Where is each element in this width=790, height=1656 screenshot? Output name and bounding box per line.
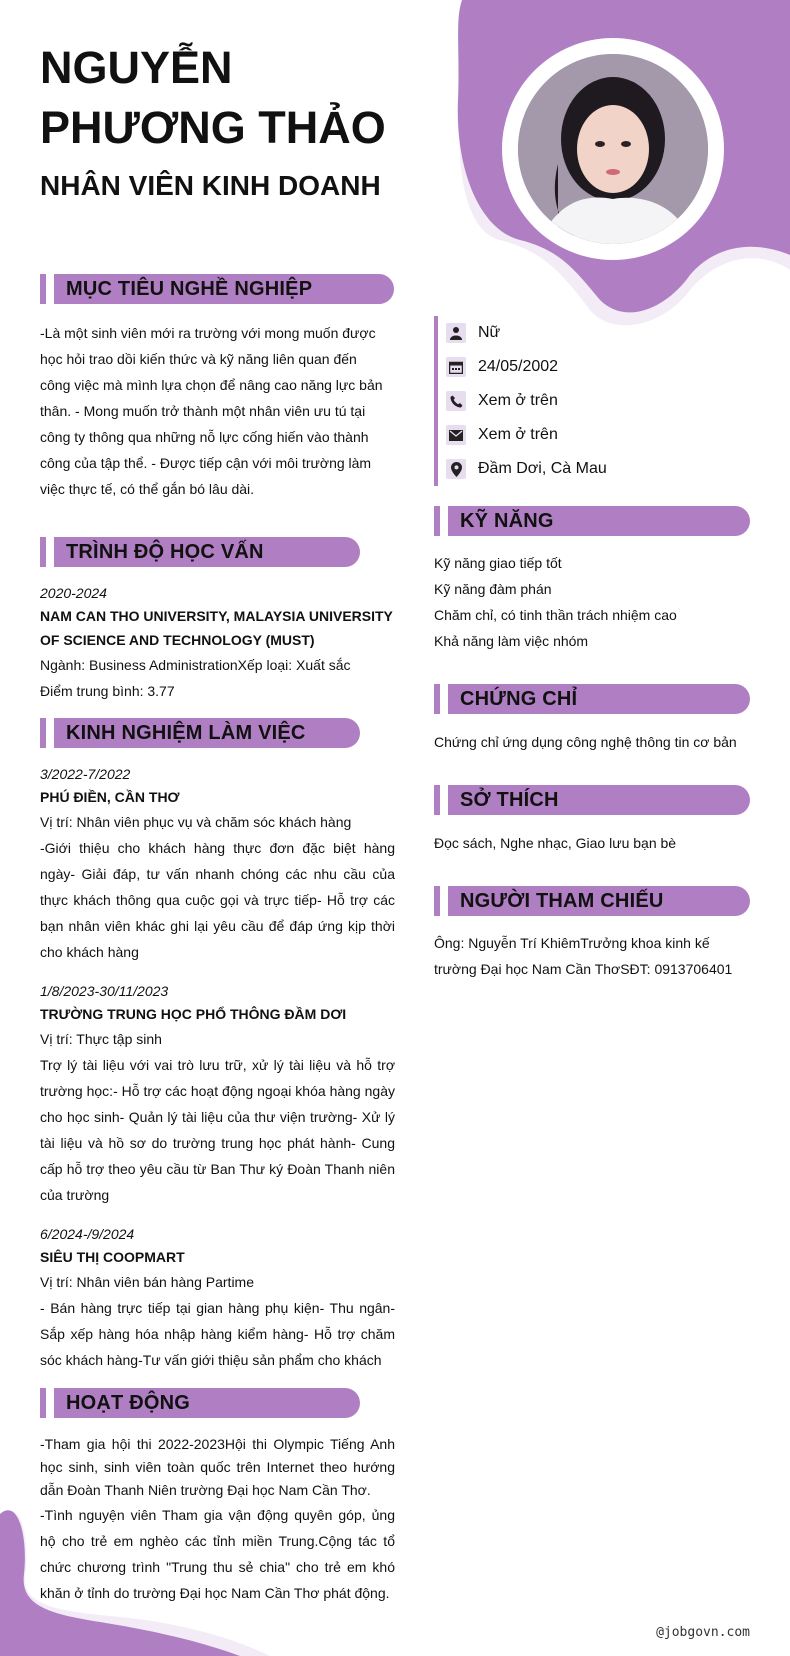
education-gpa: Điểm trung bình: 3.77 — [40, 683, 175, 699]
skills-list — [434, 550, 754, 654]
experience-date: 1/8/2023-30/11/2023 — [40, 983, 169, 999]
candidate-name — [40, 38, 460, 158]
dob-value: 24/05/2002 — [478, 358, 559, 375]
address-value: Đầm Dơi, Cà Mau — [478, 460, 607, 477]
section-title: TRÌNH ĐỘ HỌC VẤN — [66, 540, 264, 563]
section-title: MỤC TIÊU NGHỀ NGHIỆP — [66, 277, 313, 300]
experience-org: TRƯỜNG TRUNG HỌC PHỔ THÔNG ĐẦM DƠI — [40, 1006, 347, 1022]
section-title: KINH NGHIỆM LÀM VIỆC — [66, 721, 306, 744]
section-title: NGƯỜI THAM CHIẾU — [460, 889, 664, 912]
education-date: 2020-2024 — [40, 585, 107, 601]
experience-desc: Trợ lý tài liệu với vai trò lưu trữ, xử lý tài liệu và hỗ trợ trường học:- Hỗ trợ các hoạt động ngoại khóa hàng ngày cho học sinh- Quản lý tài liệu của thư viện trường- Xử lý tài liệu và hồ sơ do trường trung học phát hành- Cung cấp hỗ trợ theo yêu cầu từ Ban Thư ký Đoàn Thanh niên của trường — [40, 1057, 395, 1203]
contact-info — [434, 316, 754, 486]
skill-item: Kỹ năng đàm phán — [434, 581, 552, 597]
name-line-1: NGUYỄN — [40, 42, 233, 93]
experience-desc: -Giới thiệu cho khách hàng thực đơn đặc biệt hàng ngày- Giải đáp, tư vấn nhanh chóng các nhu cầu của thực khách thông qua cuộc gọi và trực tiếp- Hỗ trợ các bạn nhân viên khác ghi lại yêu cầu để đáp ứng kịp thời cho khách hàng — [40, 840, 395, 960]
section-title: CHỨNG CHỈ — [460, 687, 578, 710]
activity-paragraph: -Tình nguyện viên Tham gia vận động quyên góp, ủng hộ cho trẻ em nghèo các tỉnh miền Trung.Cộng tác tổ chức chương trình "Trung thu sẻ chia" cho trẻ em khó khăn ở tỉnh do trường Đại học Nam Cần Thơ phát động. — [40, 1507, 395, 1601]
section-header-education — [40, 537, 360, 567]
name-line-2: PHƯƠNG THẢO — [40, 102, 386, 153]
phone-icon — [446, 391, 466, 411]
watermark: @jobgovn.com — [656, 1625, 750, 1640]
contact-gender — [438, 316, 754, 350]
location-icon — [446, 459, 466, 479]
experience-item — [40, 980, 395, 1208]
section-title: SỞ THÍCH — [460, 788, 559, 811]
calendar-icon — [446, 357, 466, 377]
section-header-activities — [40, 1388, 360, 1418]
gender-value: Nữ — [478, 324, 501, 341]
experience-position: Vị trí: Thực tập sinh — [40, 1031, 162, 1047]
email-value: Xem ở trên — [478, 426, 558, 443]
skill-item: Kỹ năng giao tiếp tốt — [434, 555, 562, 571]
contact-phone — [438, 384, 754, 418]
experience-date: 6/2024-/9/2024 — [40, 1226, 135, 1242]
profile-photo — [518, 54, 708, 244]
section-header-experience — [40, 718, 360, 748]
experience-desc: - Bán hàng trực tiếp tại gian hàng phụ kiện- Thu ngân- Sắp xếp hàng hóa nhập hàng kiểm hàng- Hỗ trợ chăm sóc khách hàng-Tư vấn giới thiệu sản phẩm cho khách — [40, 1300, 395, 1368]
education-block — [40, 582, 400, 704]
section-header-hobbies — [434, 785, 750, 815]
objective-text: -Là một sinh viên mới ra trường với mong muốn được học hỏi trao dồi kiến thức và kỹ năng liên quan đến công việc mà mình lựa chọn để nâng cao năng lực bản thân. - Mong muốn trở thành một nhân viên ưu tú tại công ty thông qua những nỗ lực cống hiến vào thành công của tập thể. - Được tiếp cận với môi trường làm việc thực tế, có thể gắn bó lâu dài. — [40, 325, 383, 497]
person-icon — [446, 323, 466, 343]
section-header-objective — [40, 274, 394, 304]
certificates-text: Chứng chỉ ứng dụng công nghệ thông tin cơ bản — [434, 734, 737, 750]
contact-dob — [438, 350, 754, 384]
activities-block — [40, 1433, 395, 1606]
hobbies-text: Đọc sách, Nghe nhạc, Giao lưu bạn bè — [434, 835, 677, 851]
experience-org: PHÚ ĐIỀN, CẦN THƠ — [40, 789, 180, 805]
mail-icon — [446, 425, 466, 445]
education-major: Ngành: Business AdministrationXếp loại: Xuất sắc — [40, 657, 351, 673]
section-header-references — [434, 886, 750, 916]
section-header-skills — [434, 506, 750, 536]
job-title: NHÂN VIÊN KINH DOANH — [40, 170, 381, 201]
skill-item: Khả năng làm việc nhóm — [434, 633, 589, 649]
section-title: KỸ NĂNG — [460, 509, 554, 532]
experience-position: Vị trí: Nhân viên bán hàng Partime — [40, 1274, 255, 1290]
experience-position: Vị trí: Nhân viên phục vụ và chăm sóc khách hàng — [40, 814, 352, 830]
skill-item: Chăm chỉ, có tinh thần trách nhiệm cao — [434, 607, 677, 623]
contact-email — [438, 418, 754, 452]
experience-item — [40, 763, 395, 965]
experience-org: SIÊU THỊ COOPMART — [40, 1249, 185, 1265]
education-school: NAM CAN THO UNIVERSITY, MALAYSIA UNIVERSITY OF SCIENCE AND TECHNOLOGY (MUST) — [40, 608, 393, 648]
section-header-certificates — [434, 684, 750, 714]
phone-value: Xem ở trên — [478, 392, 558, 409]
contact-address — [438, 452, 754, 486]
section-title: HOẠT ĐỘNG — [66, 1391, 191, 1414]
references-text: Ông: Nguyễn Trí KhiêmTrưởng khoa kinh kế trường Đại học Nam Cần ThơSĐT: 0913706401 — [434, 935, 733, 977]
experience-item — [40, 1223, 395, 1373]
experience-date: 3/2022-7/2022 — [40, 766, 131, 782]
activity-paragraph: -Tham gia hội thi 2022-2023Hội thi Olympic Tiếng Anh học sinh, sinh viên toàn quốc trên Internet theo hướng dẫn Đoàn Thanh Niên trường Đại học Nam Cần Thơ. — [40, 1436, 395, 1498]
